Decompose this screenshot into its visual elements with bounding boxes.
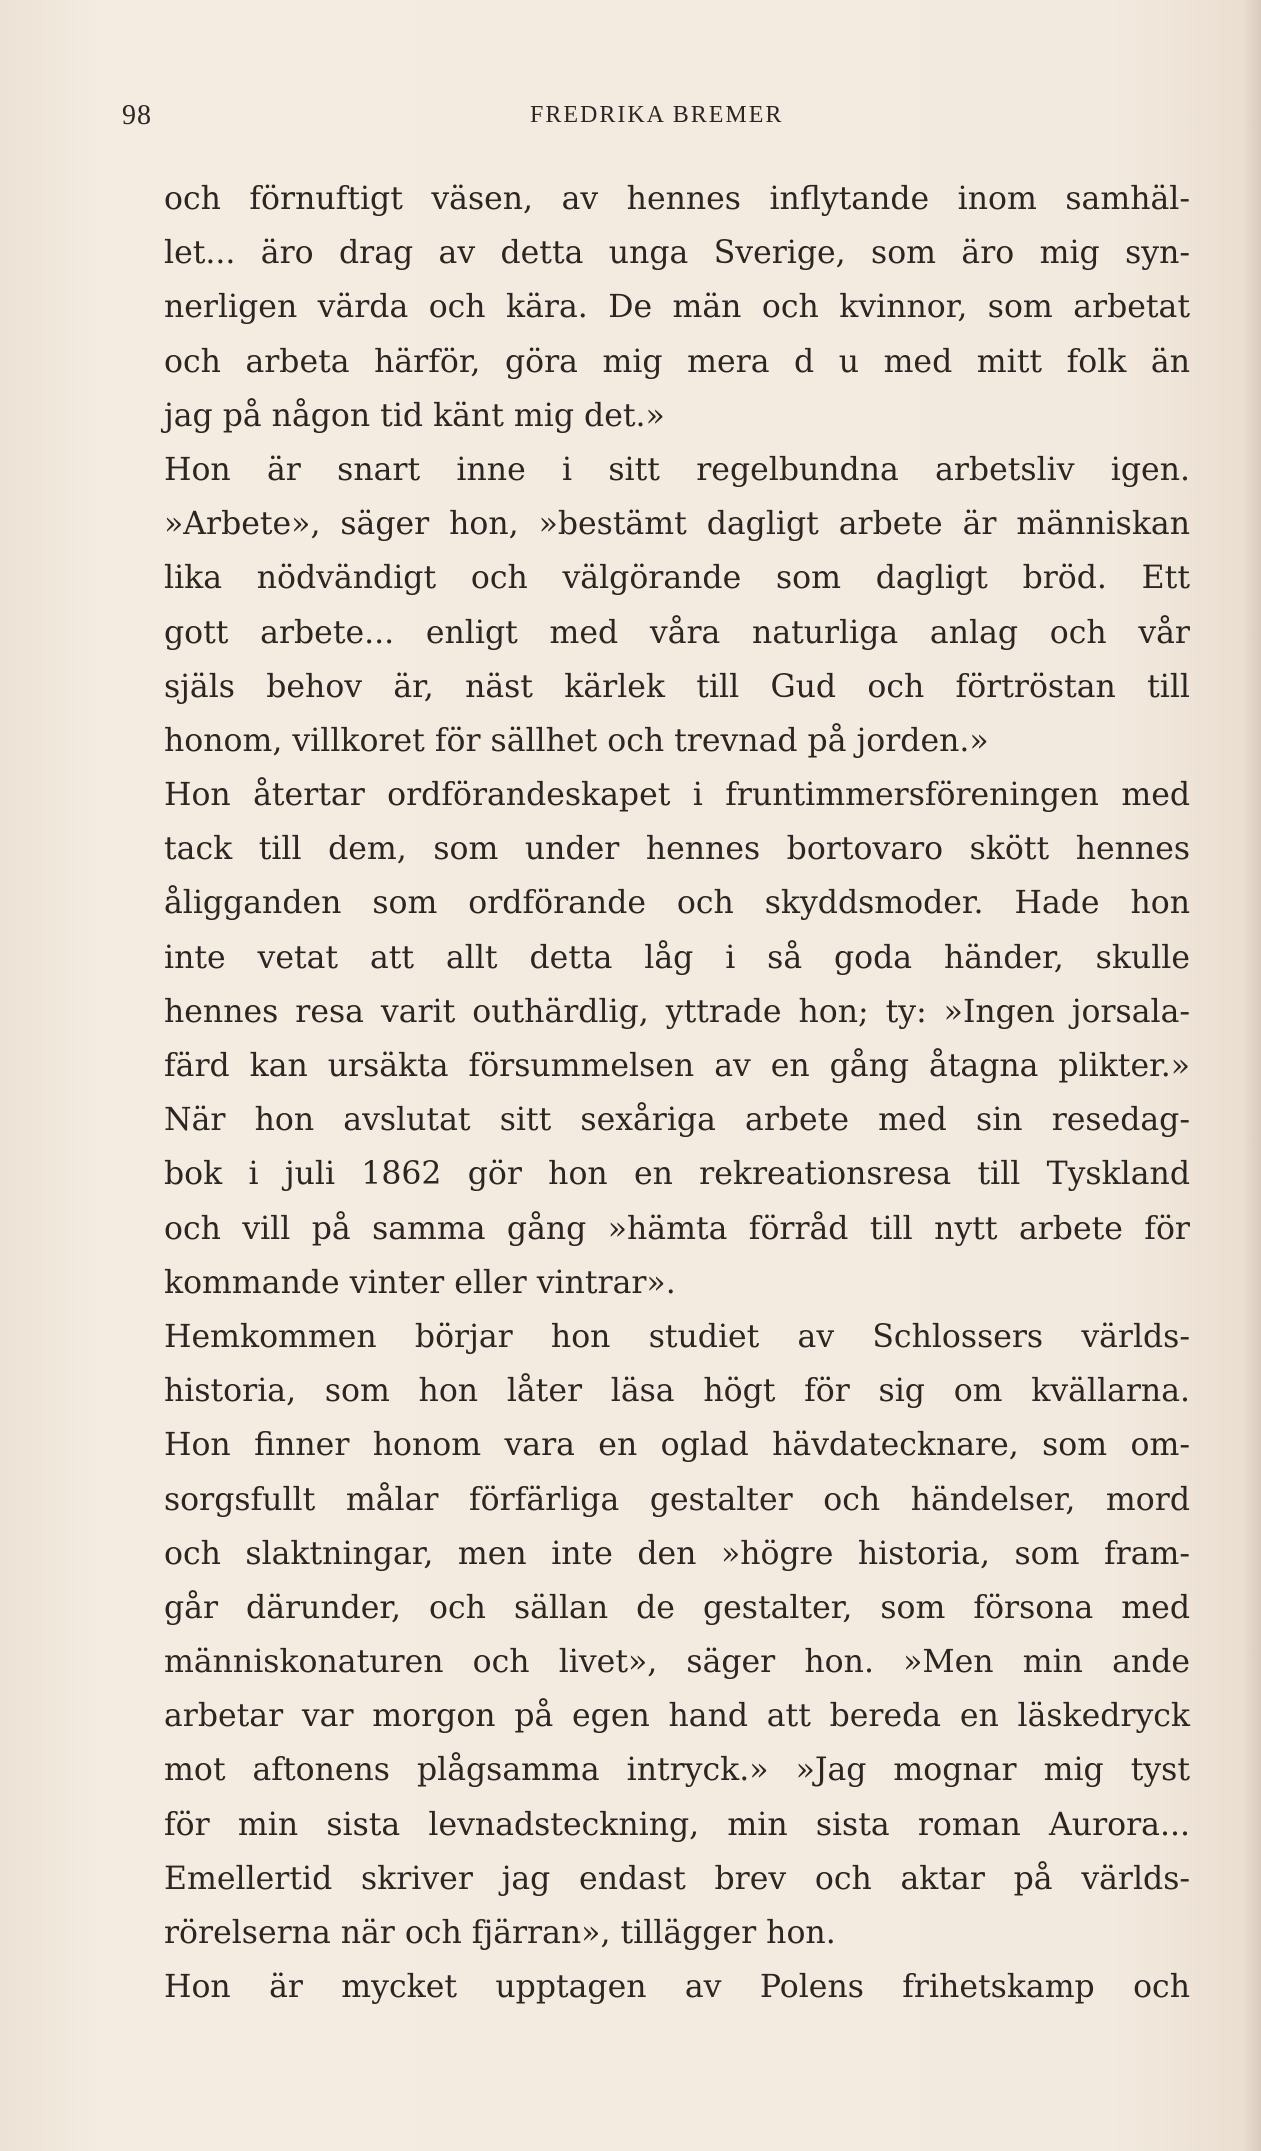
text-line: tack till dem, som under hennes bortovaro skött hennes [164, 831, 1190, 868]
text-line: människonaturen och livet», säger hon. »Men min ande [164, 1644, 1190, 1681]
text-line: Hon återtar ordförandeskapet i fruntimmersföreningen med [164, 777, 1190, 814]
text-line: inte vetat att allt detta låg i så goda händer, skulle [164, 939, 1190, 976]
running-head: FREDRIKA BREMER [530, 102, 784, 128]
text-line: Hemkommen börjar hon studiet av Schlossers världs- [164, 1318, 1190, 1355]
text-line: jag på någon tid känt mig det.» [164, 397, 665, 434]
page-edge-shadow [1243, 0, 1261, 2151]
text-line: kommande vinter eller vintrar». [164, 1264, 676, 1301]
text-line: och arbeta härför, göra mig mera d u med mitt folk än [164, 343, 1190, 380]
body-text [164, 172, 1190, 2014]
text-line: själs behov är, näst kärlek till Gud och förtröstan till [164, 668, 1190, 705]
text-line: bok i juli 1862 gör hon en rekreationsresa till Tyskland [164, 1156, 1190, 1193]
text-line: nerligen värda och kära. De män och kvinnor, som arbetat [164, 289, 1190, 326]
text-line: »Arbete», säger hon, »bestämt dagligt arbete är människan [164, 506, 1190, 543]
text-line: gott arbete... enligt med våra naturliga anlag och vår [164, 614, 1190, 651]
page-number: 98 [122, 100, 152, 131]
text-line: och slaktningar, men inte den »högre historia, som fram- [164, 1535, 1190, 1572]
text-line: hennes resa varit outhärdlig, yttrade hon; ty: »Ingen jorsala- [164, 993, 1190, 1030]
text-line: Hon är snart inne i sitt regelbundna arbetsliv igen. [164, 451, 1190, 488]
text-line: och förnuftigt väsen, av hennes inflytande inom samhäl- [164, 181, 1190, 217]
text-line: När hon avslutat sitt sexåriga arbete med sin resedag- [164, 1102, 1190, 1139]
text-line: och vill på samma gång »hämta förråd till nytt arbete för [164, 1210, 1190, 1247]
text-line: let... äro drag av detta unga Sverige, som äro mig syn- [164, 235, 1190, 272]
text-line: Emellertid skriver jag endast brev och aktar på världs- [164, 1860, 1190, 1897]
text-line: Hon finner honom vara en oglad hävdatecknare, som om- [164, 1427, 1190, 1464]
text-line: går därunder, och sällan de gestalter, som försona med [164, 1589, 1190, 1626]
text-line: honom, villkoret för sällhet och trevnad på jorden.» [164, 722, 989, 759]
text-line: sorgsfullt målar förfärliga gestalter och händelser, mord [164, 1481, 1190, 1518]
text-line: mot aftonens plågsamma intryck.» »Jag mognar mig tyst [164, 1752, 1190, 1789]
text-line: för min sista levnadsteckning, min sista roman Aurora... [164, 1806, 1190, 1843]
text-line: rörelserna när och fjärran», tillägger hon. [164, 1915, 836, 1951]
text-line: färd kan ursäkta försummelsen av en gång åtagna plikter.» [164, 1048, 1190, 1084]
page-header [122, 100, 1190, 140]
text-line: lika nödvändigt och välgörande som dagligt bröd. Ett [164, 560, 1190, 597]
text-line: Hon är mycket upptagen av Polens frihetskamp och [164, 1969, 1190, 2006]
text-line: arbetar var morgon på egen hand att bereda en läskedryck [164, 1698, 1190, 1735]
text-line: åligganden som ordförande och skyddsmoder. Hade hon [164, 885, 1190, 922]
text-line: historia, som hon låter läsa högt för sig om kvällarna. [164, 1373, 1190, 1410]
